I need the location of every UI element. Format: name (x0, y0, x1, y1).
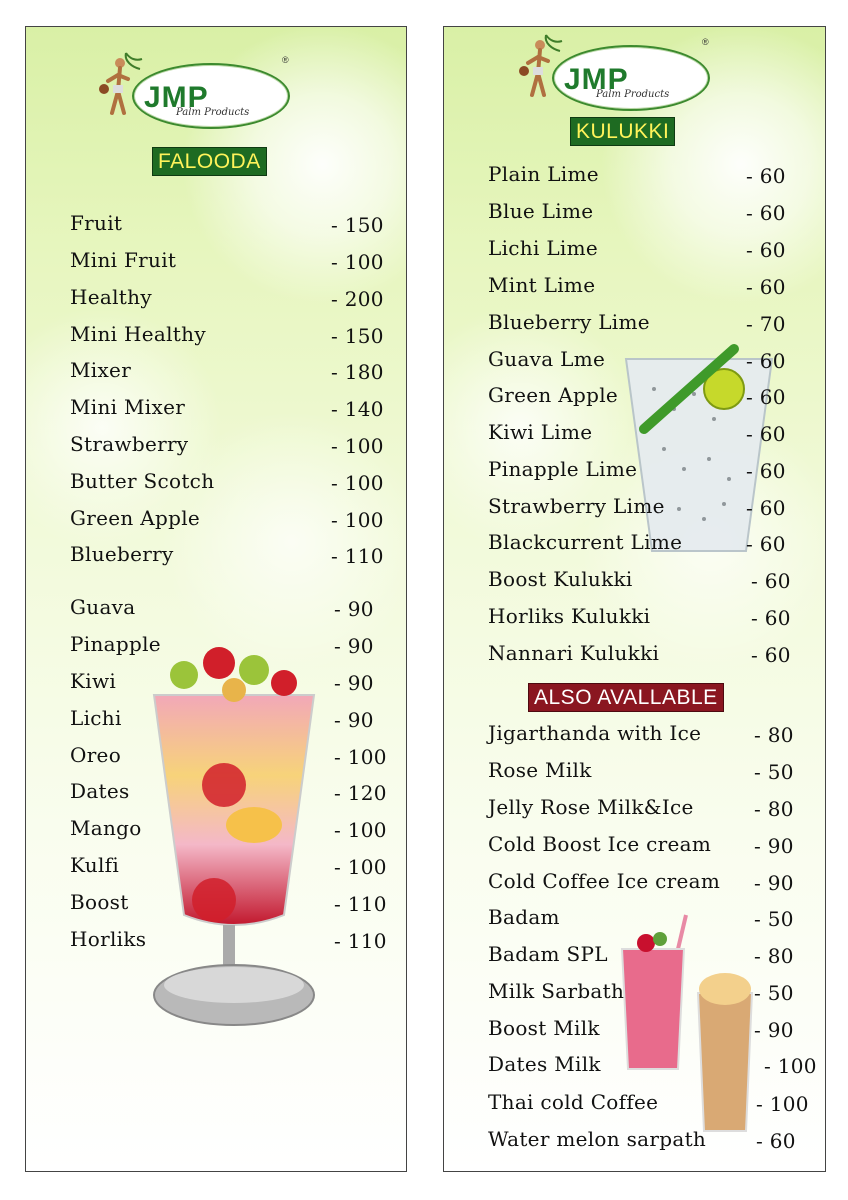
menu-item-price: - 200 (331, 287, 384, 311)
menu-item-name: Strawberry Lime (488, 494, 665, 518)
brand-name: JMP (144, 81, 209, 114)
menu-item-price: - 60 (751, 569, 791, 593)
brand-tagline: Palm Products (176, 107, 250, 118)
menu-item-price: - 80 (754, 944, 794, 968)
menu-item-price: - 60 (756, 1129, 796, 1153)
menu-item-price: - 100 (331, 250, 384, 274)
menu-item-price: - 50 (754, 907, 794, 931)
menu-item-price: - 90 (754, 871, 794, 895)
menu-item-price: - 60 (746, 238, 786, 262)
menu-item-price: - 60 (746, 275, 786, 299)
menu-item-name: Blue Lime (488, 199, 594, 223)
menu-item-name: Cold Boost Ice cream (488, 832, 712, 856)
menu-item-name: Guava (70, 595, 136, 619)
also-available-heading: ALSO AVALLABLE (528, 683, 724, 712)
menu-item-price: - 60 (746, 164, 786, 188)
menu-item-name: Jelly Rose Milk&Ice (488, 795, 694, 819)
menu-item-price: - 150 (331, 324, 384, 348)
menu-item-price: - 100 (756, 1092, 809, 1116)
menu-item-name: Butter Scotch (70, 469, 215, 493)
menu-item-name: Fruit (70, 211, 123, 235)
menu-item-price: - 140 (331, 397, 384, 421)
menu-item-name: Oreo (70, 743, 122, 767)
menu-item-price: - 110 (331, 544, 384, 568)
menu-item-price: - 120 (334, 781, 387, 805)
menu-item-name: Kiwi Lime (488, 420, 593, 444)
menu-item-name: Mini Healthy (70, 322, 206, 346)
menu-item-name: Mango (70, 816, 142, 840)
menu-item-price: - 60 (746, 349, 786, 373)
menu-item-price: - 90 (754, 1018, 794, 1042)
menu-item-name: Mini Fruit (70, 248, 177, 272)
menu-item-price: - 90 (754, 834, 794, 858)
menu-item-price: - 90 (334, 634, 374, 658)
falooda-panel (25, 26, 407, 1172)
menu-item-price: - 100 (764, 1054, 817, 1078)
brand-logo-right (516, 33, 716, 113)
menu-item-price: - 100 (334, 745, 387, 769)
menu-item-name: Cold Coffee Ice cream (488, 869, 721, 893)
menu-item-price: - 70 (746, 312, 786, 336)
menu-item-name: Milk Sarbath (488, 979, 625, 1003)
kulukki-panel (443, 26, 826, 1172)
menu-item-price: - 60 (751, 643, 791, 667)
menu-item-name: Thai cold Coffee (488, 1090, 659, 1114)
menu-item-name: Green Apple (70, 506, 201, 530)
falooda-glass-image (134, 635, 334, 1055)
menu-item-price: - 100 (331, 434, 384, 458)
menu-item-name: Pinapple (70, 632, 161, 656)
menu-item-price: - 100 (331, 508, 384, 532)
menu-item-name: Plain Lime (488, 162, 599, 186)
menu-item-price: - 60 (746, 496, 786, 520)
menu-item-price: - 60 (746, 459, 786, 483)
menu-item-price: - 60 (751, 606, 791, 630)
menu-item-name: Lichi Lime (488, 236, 598, 260)
menu-item-name: Pinapple Lime (488, 457, 638, 481)
brand-tagline: Palm Products (596, 89, 670, 100)
menu-item-price: - 60 (746, 422, 786, 446)
menu-item-name: Mint Lime (488, 273, 596, 297)
menu-item-name: Jigarthanda with Ice (488, 721, 702, 745)
menu-item-name: Horliks (70, 927, 147, 951)
menu-item-name: Strawberry (70, 432, 189, 456)
menu-item-name: Blueberry (70, 542, 174, 566)
menu-item-name: Lichi (70, 706, 122, 730)
menu-item-price: - 60 (746, 385, 786, 409)
menu-item-price: - 60 (746, 201, 786, 225)
menu-item-name: Water melon sarpath (488, 1127, 707, 1151)
menu-item-price: - 90 (334, 671, 374, 695)
falooda-heading: FALOODA (152, 147, 267, 176)
menu-item-price: - 80 (754, 797, 794, 821)
menu-item-price: - 100 (331, 471, 384, 495)
menu-item-name: Kulfi (70, 853, 120, 877)
menu-item-name: Nannari Kulukki (488, 641, 660, 665)
menu-item-price: - 110 (334, 929, 387, 953)
menu-item-price: - 110 (334, 892, 387, 916)
menu-item-name: Dates (70, 779, 130, 803)
menu-item-name: Mixer (70, 358, 132, 382)
menu-item-name: Mini Mixer (70, 395, 186, 419)
registered-mark: ® (282, 55, 289, 65)
menu-item-name: Blackcurrent Lime (488, 530, 683, 554)
menu-item-name: Green Apple (488, 383, 619, 407)
menu-item-price: - 150 (331, 213, 384, 237)
menu-item-price: - 50 (754, 760, 794, 784)
menu-item-price: - 50 (754, 981, 794, 1005)
menu-item-name: Rose Milk (488, 758, 592, 782)
brand-logo (96, 51, 296, 131)
menu-item-price: - 180 (331, 360, 384, 384)
menu-item-name: Badam SPL (488, 942, 608, 966)
menu-item-price: - 90 (334, 708, 374, 732)
menu-item-name: Healthy (70, 285, 152, 309)
kulukki-heading: KULUKKI (570, 117, 675, 146)
menu-item-name: Horliks Kulukki (488, 604, 651, 628)
menu-item-price: - 80 (754, 723, 794, 747)
registered-mark: ® (702, 37, 709, 47)
menu-item-name: Kiwi (70, 669, 117, 693)
menu-item-price: - 60 (746, 532, 786, 556)
menu-item-price: - 100 (334, 818, 387, 842)
menu-item-name: Boost (70, 890, 129, 914)
menu-item-name: Blueberry Lime (488, 310, 650, 334)
menu-item-name: Boost Kulukki (488, 567, 633, 591)
brand-name: JMP (564, 63, 629, 96)
menu-item-price: - 100 (334, 855, 387, 879)
menu-item-name: Badam (488, 905, 560, 929)
menu-item-name: Guava Lme (488, 347, 606, 371)
menu-item-name: Dates Milk (488, 1052, 601, 1076)
menu-item-name: Boost Milk (488, 1016, 600, 1040)
menu-item-price: - 90 (334, 597, 374, 621)
